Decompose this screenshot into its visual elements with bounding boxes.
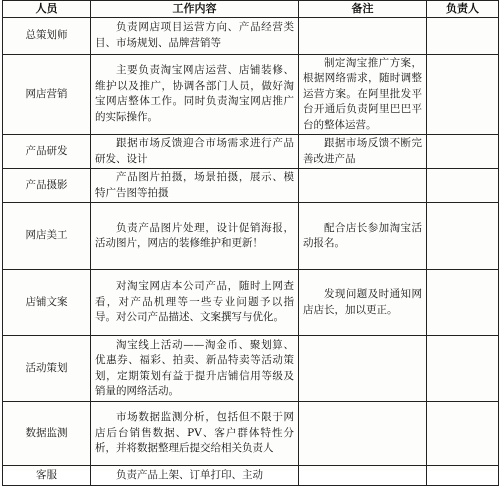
work-cell: 市场数据监测分析，包括但不限于网店后台销售数据、PV、客户群体特性分析，并将数据整理后提交给相关负责人 bbox=[91, 402, 299, 466]
work-cell: 负责产品图片处理，设计促销海报，活动图片，网店的装修维护和更新！ bbox=[91, 203, 299, 270]
work-cell: 主要负责淘宝网店运营、店铺装修、维护以及推广，协调各部门人员，做好淘宝网店整体工作。同时负责淘宝网店推广的实际操作。 bbox=[91, 54, 299, 135]
header-row bbox=[3, 1, 499, 18]
role-cell: 活动策划 bbox=[3, 336, 91, 402]
table-row bbox=[3, 466, 499, 486]
role-cell: 店铺文案 bbox=[3, 270, 91, 336]
note-cell bbox=[299, 169, 427, 203]
work-cell: 淘宝线上活动——淘金币、聚划算、优惠券、福彩、拍卖、新品特卖等活动策划，定期策划有益于提升店铺信用等级及销量的网络活动。 bbox=[91, 336, 299, 402]
note-cell: 发现问题及时通知网店店长，加以更正。 bbox=[299, 270, 427, 336]
owner-cell bbox=[427, 270, 499, 336]
header-note: 备注 bbox=[299, 1, 427, 18]
role-cell: 网店美工 bbox=[3, 203, 91, 270]
owner-cell bbox=[427, 336, 499, 402]
table-row bbox=[3, 402, 499, 466]
note-cell bbox=[299, 17, 427, 54]
owner-cell bbox=[427, 17, 499, 54]
note-cell: 跟据市场反馈不断完善改进产品 bbox=[299, 135, 427, 169]
work-cell: 跟据市场反馈迎合市场需求进行产品研发、设计 bbox=[91, 135, 299, 169]
work-cell: 负责产品上架、订单打印、主动 bbox=[91, 466, 299, 486]
note-cell bbox=[299, 466, 427, 486]
role-cell: 数据监测 bbox=[3, 402, 91, 466]
header-role: 人员 bbox=[3, 1, 91, 18]
role-cell: 总策划师 bbox=[3, 17, 91, 54]
header-work: 工作内容 bbox=[91, 1, 299, 18]
owner-cell bbox=[427, 402, 499, 466]
table-row bbox=[3, 336, 499, 402]
role-cell: 客服 bbox=[3, 466, 91, 486]
work-cell: 负责网店项目运营方向、产品经营类目、市场规划、品牌营销等 bbox=[91, 17, 299, 54]
work-cell: 产品图片拍摄，场景拍摄，展示、模特广告图等拍摄 bbox=[91, 169, 299, 203]
role-cell: 网店营销 bbox=[3, 54, 91, 135]
table-row bbox=[3, 169, 499, 203]
owner-cell bbox=[427, 54, 499, 135]
note-cell bbox=[299, 402, 427, 466]
note-cell: 配合店长参加淘宝活动报名。 bbox=[299, 203, 427, 270]
owner-cell bbox=[427, 466, 499, 486]
note-cell bbox=[299, 336, 427, 402]
role-cell: 产品摄影 bbox=[3, 169, 91, 203]
owner-cell bbox=[427, 169, 499, 203]
header-owner: 负责人 bbox=[427, 1, 499, 18]
owner-cell bbox=[427, 203, 499, 270]
owner-cell bbox=[427, 135, 499, 169]
role-table bbox=[2, 0, 499, 486]
table-row bbox=[3, 270, 499, 336]
table-row bbox=[3, 17, 499, 54]
note-cell: 制定淘宝推广方案，根据网络需求，随时调整运营方案。在阿里批发平台开通后负责阿里巴巴平台的整体运营。 bbox=[299, 54, 427, 135]
table-row bbox=[3, 203, 499, 270]
role-cell: 产品研发 bbox=[3, 135, 91, 169]
table-row bbox=[3, 54, 499, 135]
table-row bbox=[3, 135, 499, 169]
work-cell: 对淘宝网店本公司产品，随时上网查看，对产品机理等一些专业问题予以指导。对公司产品描述、文案撰写与优化。 bbox=[91, 270, 299, 336]
